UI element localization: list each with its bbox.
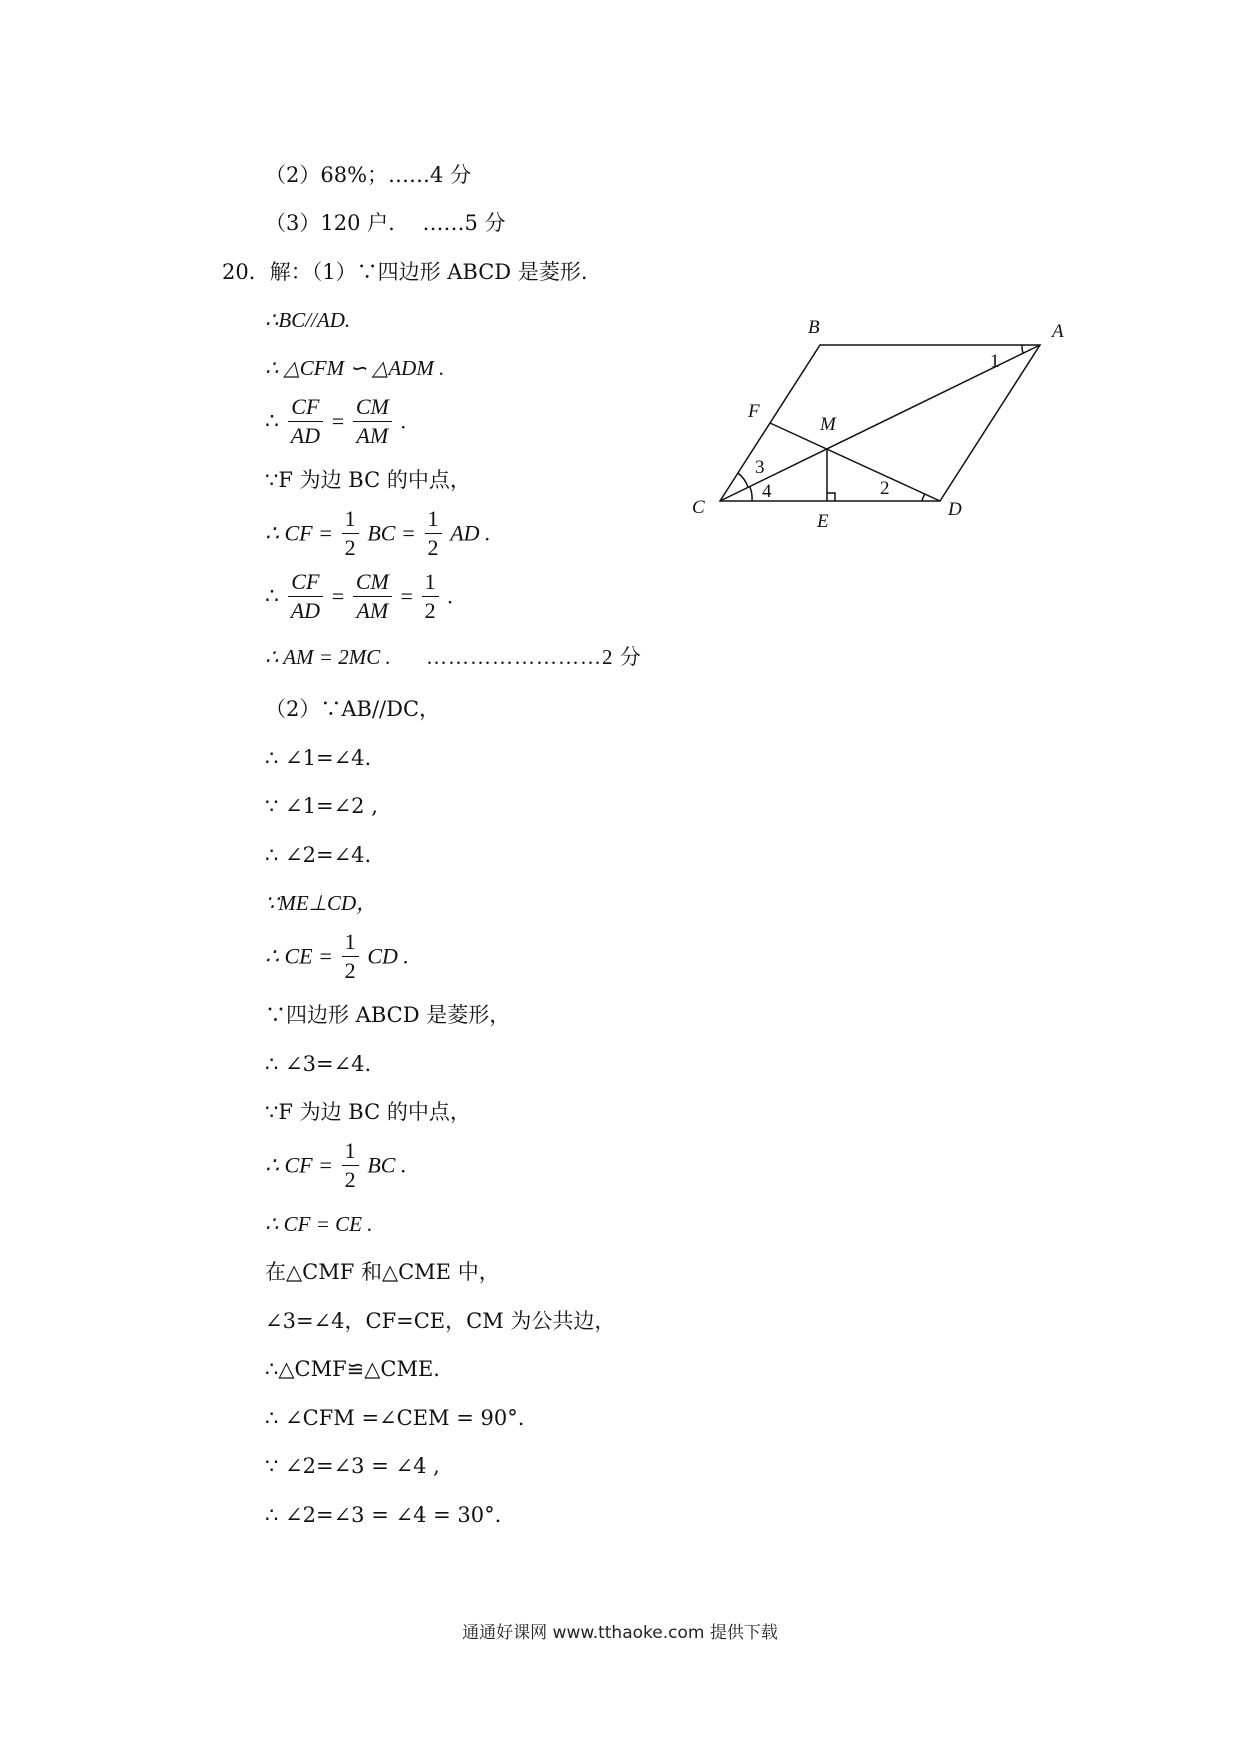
label-d: D [948,499,962,520]
step-angle-2-4: ∴ ∠2=∠4. [265,843,372,867]
angle-2-label: 2 [880,478,890,499]
step-angle-3-4: ∴ ∠3=∠4. [265,1052,372,1076]
fraction: $\frac{1}{2}$ [422,568,439,625]
label-a: A [1052,321,1064,342]
step-cf-half: ∴ CF = $\frac{1}{2}$ BC = $\frac{1}{2}$ AD . [265,506,491,560]
part-2-header: （2）∵AB//DC， [265,697,441,721]
step-equal-angles: ∵ ∠2=∠3 = ∠4 , [265,1454,440,1478]
step-cf-half-bc: ∴ CF = $\frac{1}{2}$ BC . [265,1138,407,1192]
fraction: $\frac{1}{2}$ [342,1137,359,1194]
step-parallel: ∴BC//AD. [265,308,351,332]
angle-2-arc [922,494,925,501]
angle-1-arc [1022,345,1023,353]
step-conditions: ∠3=∠4，CF=CE，CM 为公共边， [265,1309,616,1333]
answer-line-2: （2）68%；……4 分 [265,163,472,187]
step-am-2mc: ∴ AM = 2MC . ……………………2 分 [265,645,642,669]
step-right-angles: ∴ ∠CFM =∠CEM = 90°. [265,1406,525,1430]
angle-3-arc [738,473,748,487]
step-triangles: 在△CMF 和△CME 中， [265,1260,500,1284]
step-congruent: ∴△CMF≌△CME. [265,1357,440,1381]
step-cf-ce: ∴ CF = CE . [265,1212,373,1236]
problem-20-header: 20．解：（1）∵四边形 ABCD 是菱形. [222,260,588,284]
step-rhombus: ∵四边形 ABCD 是菱形， [265,1003,511,1027]
fraction: $\frac{1}{2}$ [342,928,359,985]
step-ce-half: ∴ CE = $\frac{1}{2}$ CD . [265,929,409,983]
angle-1-label: 1 [990,351,1000,372]
angle-4-arc [750,487,752,501]
fraction: $\frac{CF}{AD}$ [288,393,323,450]
step-30-degrees: ∴ ∠2=∠3 = ∠4 = 30°. [265,1503,502,1527]
step-me-perp: ∵ME⊥CD， [265,891,378,915]
label-m: M [820,414,836,435]
step-angle-1-2: ∵ ∠1=∠2 , [265,794,378,818]
step-ratio-half: ∴ $\frac{CF}{AD}$ = $\frac{CM}{AM}$ = $\frac{1}{2}$ . [265,569,453,623]
angle-4-label: 4 [762,481,772,502]
label-e: E [817,511,829,532]
step-angle-1-4: ∴ ∠1=∠4. [265,746,372,770]
fraction: $\frac{1}{2}$ [425,505,442,562]
step-ratio: ∴ $\frac{CF}{AD}$ = $\frac{CM}{AM}$ . [265,394,406,448]
label-b: B [808,317,820,338]
label-c: C [692,497,705,518]
page-footer: 通通好课网 www.tthaoke.com 提供下载 [462,1623,778,1643]
therefore: ∴ [265,408,279,434]
fraction: $\frac{CM}{AM}$ [353,393,392,450]
fraction: $\frac{CF}{AD}$ [288,568,323,625]
fraction: $\frac{CM}{AM}$ [353,568,392,625]
step-similar: ∴ △CFM ∽ △ADM . [265,356,445,380]
score-mark: ……………………2 分 [425,645,642,669]
angle-3-label: 3 [755,457,765,478]
right-angle-mark [827,493,835,501]
step-midpoint-2: ∵F 为边 BC 的中点， [265,1100,471,1124]
step-midpoint: ∵F 为边 BC 的中点， [265,468,471,492]
rhombus-figure [680,305,1080,545]
label-f: F [748,401,760,422]
fraction: $\frac{1}{2}$ [342,505,359,562]
answer-line-3: （3）120 户. ……5 分 [265,211,506,235]
